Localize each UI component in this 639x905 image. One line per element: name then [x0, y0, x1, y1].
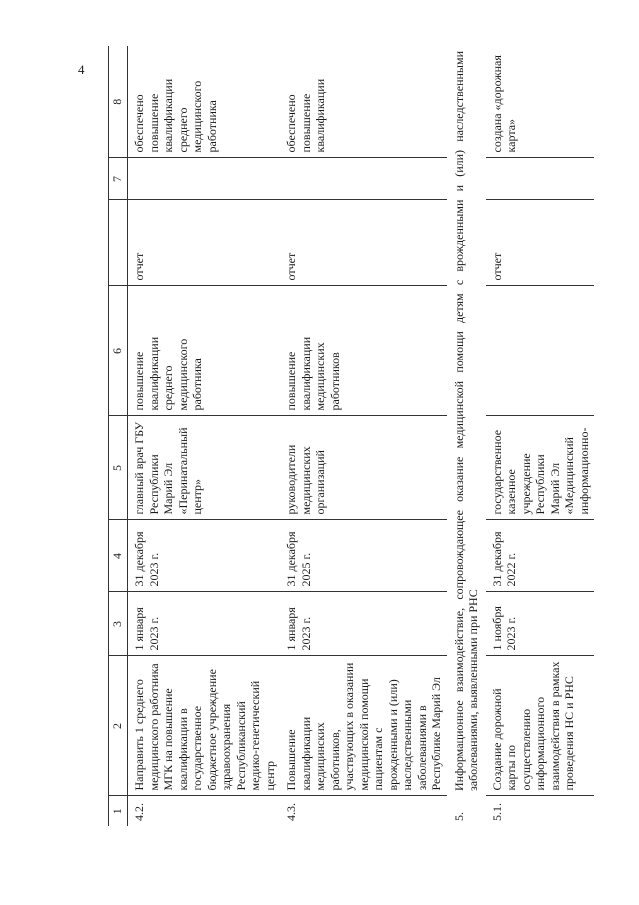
section-row [447, 46, 486, 826]
row-number: 5.1. [489, 803, 504, 821]
end-date-cell: 31 декабря 2022 г. [486, 520, 595, 592]
event-cell: Направить 1 среднего медицинского работника МГК на повышение квалификации в государственное бюджетное учреждение здравоохранения Республиканский медико-генетический центр [128, 656, 281, 796]
table-row [128, 46, 281, 826]
header-col-1: 1 [109, 796, 128, 826]
header-col-6: 6 [109, 286, 128, 416]
header-col-8: 8 [109, 46, 128, 158]
plan-table [108, 46, 594, 826]
result-cell: повышение квалификации среднего медицинского работника [128, 286, 281, 416]
col7-cell [280, 158, 447, 200]
header-col-7: 7 [109, 158, 128, 200]
end-date-cell: 31 декабря 2023 г. [128, 520, 281, 592]
event-cell: Повышение квалификации медицинских работников, участвующих в оказании медицинской помощи пациентам с врожденными и (или) наследственными заболеваниями в Республике Марий Эл [280, 656, 447, 796]
section-number: 5. [451, 812, 466, 821]
row-number: 4.3. [284, 803, 298, 821]
col7-cell [486, 158, 595, 200]
start-date-cell: 1 января 2023 г. [128, 592, 281, 656]
start-date-cell: 1 ноября 2023 г. [486, 592, 595, 656]
result-cell: повышение квалификации медицинских работников [280, 286, 447, 416]
responsible-cell: руководители медицинских организаций [280, 416, 447, 520]
header-col-2: 2 [109, 656, 128, 796]
responsible-cell: государственное казенное учреждение Республики Марий Эл «Медицинский информационно- [486, 416, 595, 520]
row-number: 4.2. [132, 803, 146, 821]
responsible-cell: главный врач ГБУ Республики Марий Эл «Перинатальный центр» [128, 416, 281, 520]
control-cell: отчет [486, 200, 595, 286]
table-row [486, 46, 595, 826]
col7-cell [128, 158, 281, 200]
header-col-3: 3 [109, 592, 128, 656]
indicator-cell: создана «дорожная карта» [486, 46, 595, 158]
event-cell: Создание дорожной карты по осуществлению информационного взаимодействия в рамках проведения НС и РНС [486, 656, 595, 796]
end-date-cell: 31 декабря 2025 г. [280, 520, 447, 592]
control-cell: отчет [280, 200, 447, 286]
column-number-row [109, 46, 128, 826]
table-row [280, 46, 447, 826]
control-cell: отчет [128, 200, 281, 286]
page-number: 4 [78, 62, 85, 77]
header-col-5: 5 [109, 416, 128, 520]
header-col-blank [109, 200, 128, 286]
section-title: Информационное взаимодействие, сопровождающее оказание медицинской помощи детям с врожденными и (или) наследственными заболеваниями, выявленными при РНС [451, 51, 480, 791]
rotated-table-sheet [108, 46, 591, 826]
start-date-cell: 1 января 2023 г. [280, 592, 447, 656]
result-cell [486, 286, 595, 416]
indicator-cell: обеспечено повышение квалификации среднего медицинского работника [128, 46, 281, 158]
header-col-4: 4 [109, 520, 128, 592]
indicator-cell: обеспечено повышение квалификации [280, 46, 447, 158]
